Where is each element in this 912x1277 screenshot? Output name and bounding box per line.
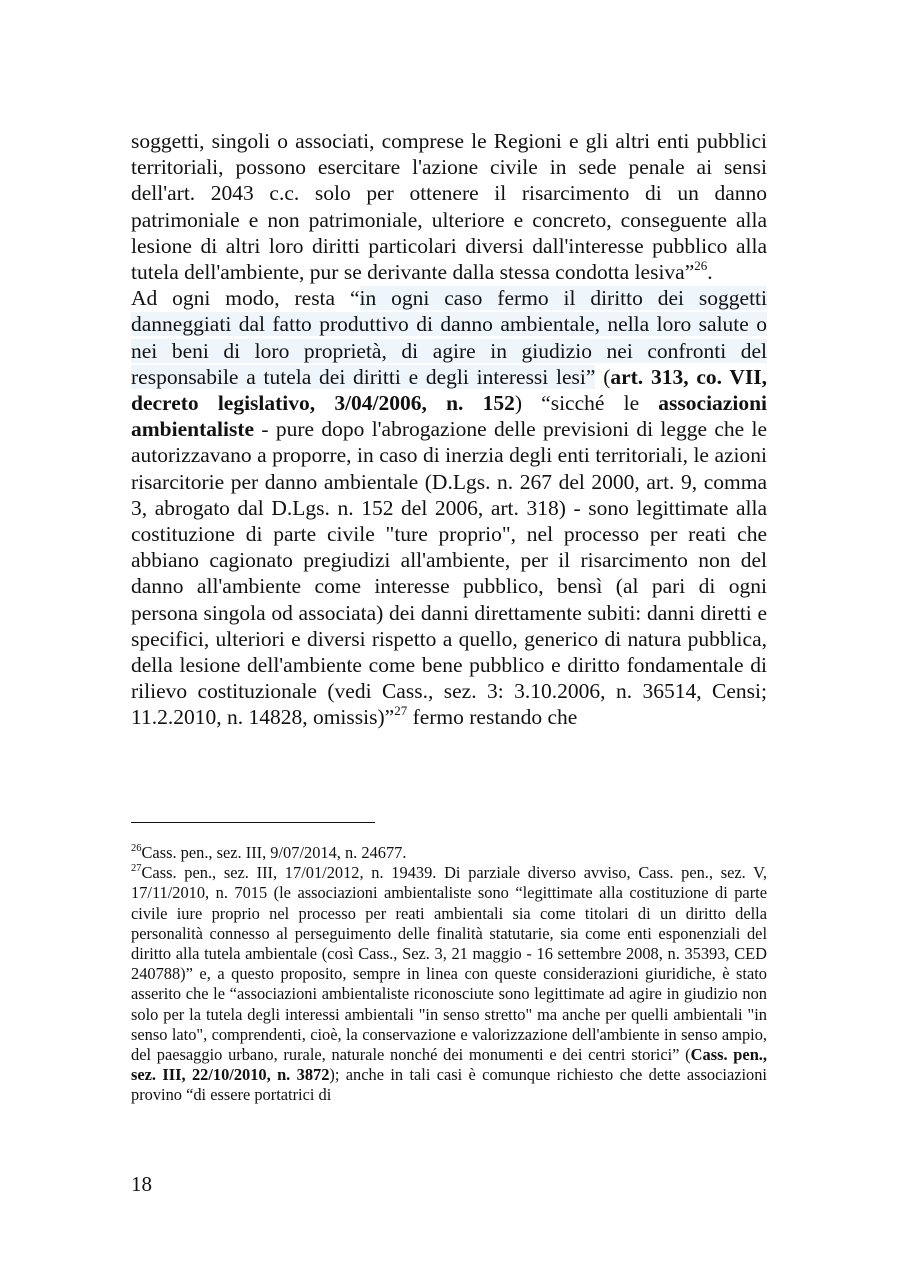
footnote-number: 26 xyxy=(131,842,142,854)
paragraph-2-tail: fermo restando che xyxy=(407,705,578,730)
footnote-27 xyxy=(131,863,767,1105)
footnote-number: 27 xyxy=(131,862,142,874)
bold-citation: art. 313, co. VII, decreto legislativo, 3/04/2006, n. 152 xyxy=(131,364,767,416)
paragraph-1 xyxy=(131,128,767,285)
page-number: 18 xyxy=(131,1172,152,1196)
paragraph-1-text: soggetti, singoli o associati, comprese le Regioni e gli altri enti pubblici territoriali, possono esercitare l'azione civile in sede penale ai sensi dell'art. 2043 c.c. solo per ottenere il risarcimento di un danno patrimoniale e non patrimoniale, ulteriore e concreto, conseguente alla lesione di altri loro diritti particolari diversi dall'interesse pubblico alla tutela dell'ambiente, pur se derivante dalla stessa condotta lesiva” xyxy=(131,129,767,285)
paragraph-1-tail: . xyxy=(707,260,713,285)
footnote-26 xyxy=(131,843,767,863)
footnote-bold-citation: Cass. pen., sez. III, 22/10/2010, n. 3872 xyxy=(131,1045,767,1085)
paragraph-2-open-paren: ( xyxy=(595,364,611,389)
footnote-text: Cass. pen., sez. III, 17/01/2012, n. 19439. Di parziale diverso avviso, Cass. pen., sez. V, 17/11/2010, n. 7015 (le associazioni ambientaliste sono “legittimate alla costituzione di parte civile iure proprio nel processo per reati ambientali sia come titolari di un diritto della personalità connesso al perseguimento delle finalità statutarie, sia come enti esponenziali del diritto alla tutela ambientale (così Cass., Sez. 3, 21 maggio - 16 settembre 2008, n. 35393, CED 240788)” e, a questo proposito, sempre in linea con queste considerazioni giuridiche, è stato asserito che le “associazioni ambientaliste riconosciute sono legittimate ad agire in giudizio non solo per la tutela degli interessi ambientali "in senso stretto" ma anche per quelli ambientali "in senso lato", comprendenti, cioè, la conservazione e valorizzazione dell'ambiente in senso ampio, del paesaggio urbano, rurale, naturale nonché dei monumenti e dei centri storici” ( xyxy=(131,863,767,1065)
paragraph-2-continuation: - pure dopo l'abrogazione delle previsioni di legge che le autorizzavano a proporre, in caso di inerzia degli enti territoriali, le azioni risarcitorie per danno ambientale (D.Lgs. n. 267 del 2000, art. 9, comma 3, abrogato dal D.Lgs. n. 152 del 2006, art. 318) - sono legittimate alla costituzione di parte civile "ture proprio", nel processo per reati che abbiano cagionato pregiudizi all'ambiente, per il risarcimento non del danno all'ambiente come interesse pubblico, bensì (al pari di ogni persona singola od associata) dei danni direttamente subiti: danni diretti e specifici, ulteriori e diversi rispetto a quello, generico di natura pubblica, della lesione dell'ambiente come bene pubblico e diritto fondamentale di rilievo costituzionale (vedi Cass., sez. 3: 3.10.2006, n. 36514, Censi; 11.2.2010, n. 14828, omissis)” xyxy=(131,417,767,730)
document-page xyxy=(131,128,767,731)
footnote-text: Cass. pen., sez. III, 9/07/2014, n. 24677. xyxy=(141,843,407,862)
footnote-separator xyxy=(131,822,375,823)
footnote-ref-26[interactable]: 26 xyxy=(694,257,708,273)
footnotes xyxy=(131,843,767,1106)
paragraph-2-intro: Ad ogni modo, resta “ xyxy=(131,286,360,311)
paragraph-2-after-citation: ) “sicché le xyxy=(514,391,659,416)
body-text xyxy=(131,128,767,731)
footnote-ref-27[interactable]: 27 xyxy=(394,703,408,719)
bold-term: associazioni ambientaliste xyxy=(131,391,767,442)
footnote-text-after: ); anche in tali casi è comunque richiesto che dette associazioni provino “di essere portatrici di xyxy=(131,1065,767,1105)
paragraph-2 xyxy=(131,285,767,730)
highlighted-quote: in ogni caso fermo il diritto dei soggetti danneggiati dal fatto produttivo di danno ambientale, nella loro salute o nei beni di loro proprietà, di agire in giudizio nei confronti del responsabile a tutela dei diritti e degli interessi lesi” xyxy=(131,286,767,389)
